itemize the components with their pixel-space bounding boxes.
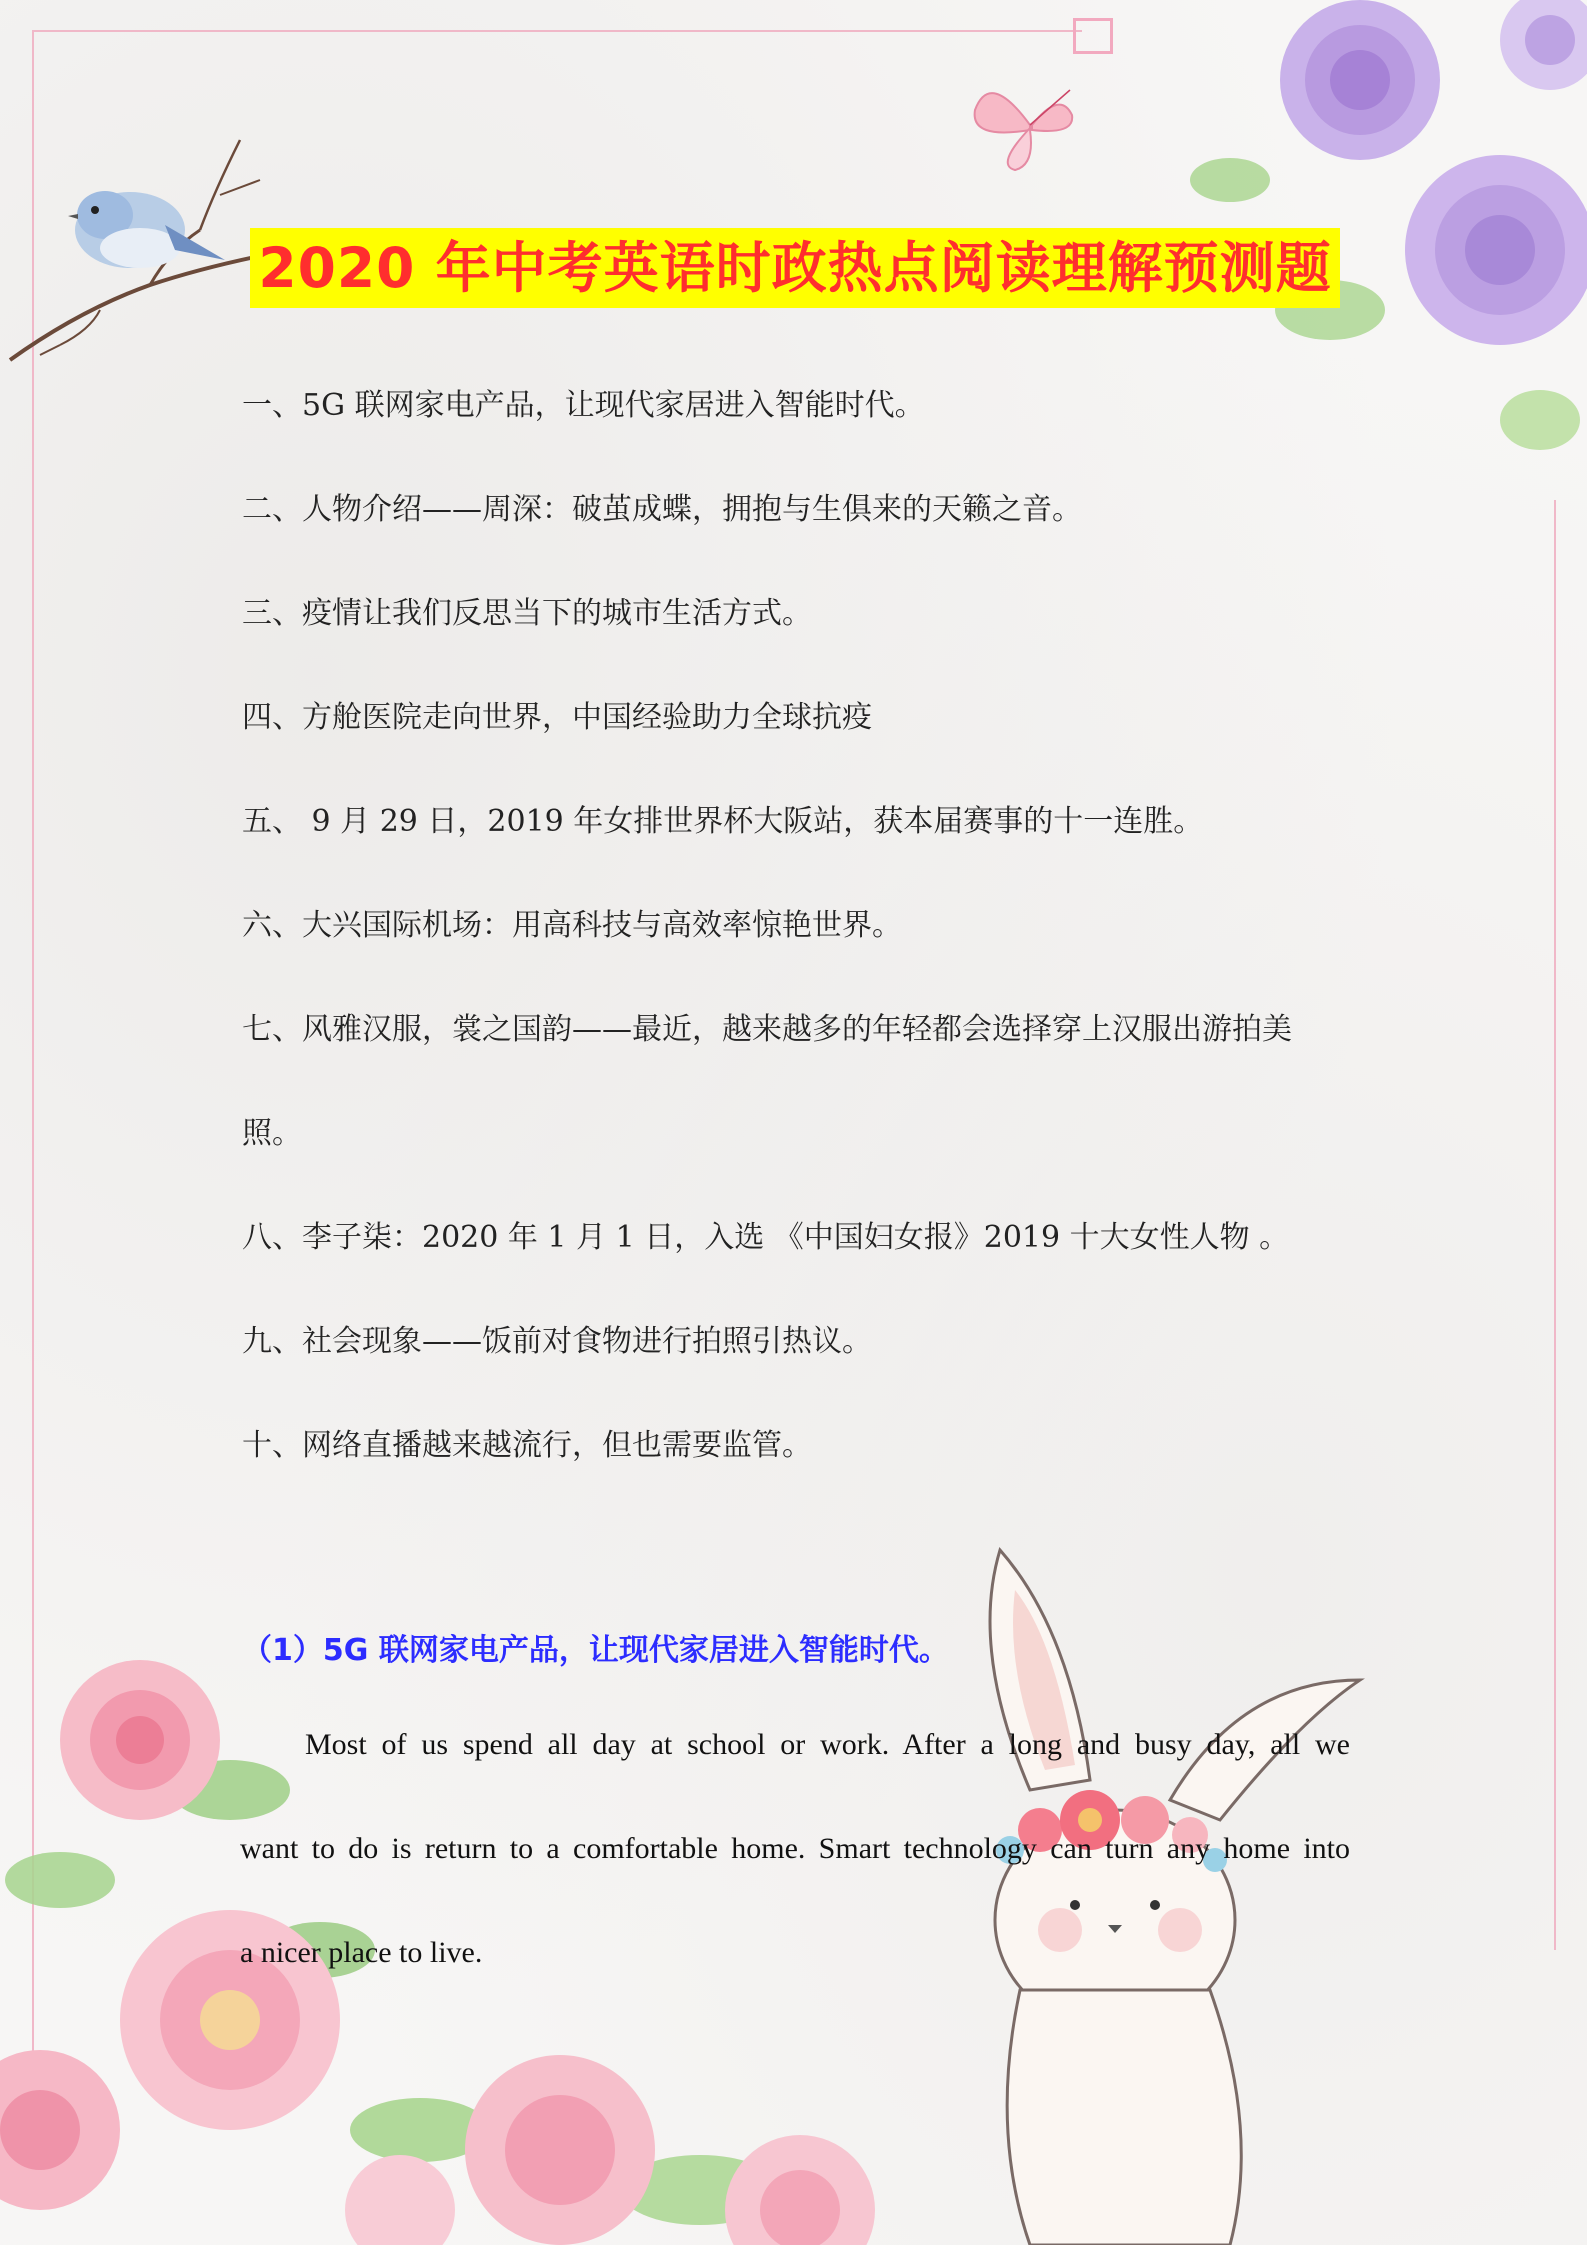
toc-item-1: 一、5G 联网家电产品，让现代家居进入智能时代。 <box>242 388 925 423</box>
passage-line-1: Most of us spend all day at school or work. After a long and busy day, all we <box>305 1728 1350 1761</box>
toc-item-2: 二、人物介绍——周深：破茧成蝶，拥抱与生俱来的天籁之音。 <box>242 492 1082 527</box>
toc-item-8: 八、李子柒：2020 年 1 月 1 日，入选 《中国妇女报》2019 十大女性人物 。 <box>242 1220 1290 1255</box>
frame-corner-square <box>1073 18 1113 54</box>
section-1-heading: （1）5G 联网家电产品，让现代家居进入智能时代。 <box>242 1633 949 1668</box>
frame-right-line <box>1554 500 1556 1950</box>
passage-line-3: a nicer place to live. <box>240 1936 483 1969</box>
toc-item-9: 九、社会现象——饭前对食物进行拍照引热议。 <box>242 1324 872 1359</box>
toc-item-7-continued: 照。 <box>242 1116 302 1151</box>
bunny-with-flower-crown-illustration <box>940 1530 1420 2245</box>
toc-item-6: 六、大兴国际机场：用高科技与高效率惊艳世界。 <box>242 908 902 943</box>
toc-item-5: 五、 9 月 29 日，2019 年女排世界杯大阪站，获本届赛事的十一连胜。 <box>242 804 1204 839</box>
toc-item-4: 四、方舱医院走向世界，中国经验助力全球抗疫 <box>242 700 872 735</box>
toc-item-3: 三、疫情让我们反思当下的城市生活方式。 <box>242 596 812 631</box>
toc-item-10: 十、网络直播越来越流行，但也需要监管。 <box>242 1428 812 1463</box>
frame-top-line <box>32 30 1082 32</box>
page-title: 2020 年中考英语时政热点阅读理解预测题 <box>250 228 1340 308</box>
butterfly-illustration <box>960 70 1100 180</box>
toc-item-7: 七、风雅汉服，裳之国韵——最近，越来越多的年轻都会选择穿上汉服出游拍美 <box>242 1012 1292 1047</box>
passage-line-2: want to do is return to a comfortable home. Smart technology can turn any home into <box>240 1832 1350 1865</box>
